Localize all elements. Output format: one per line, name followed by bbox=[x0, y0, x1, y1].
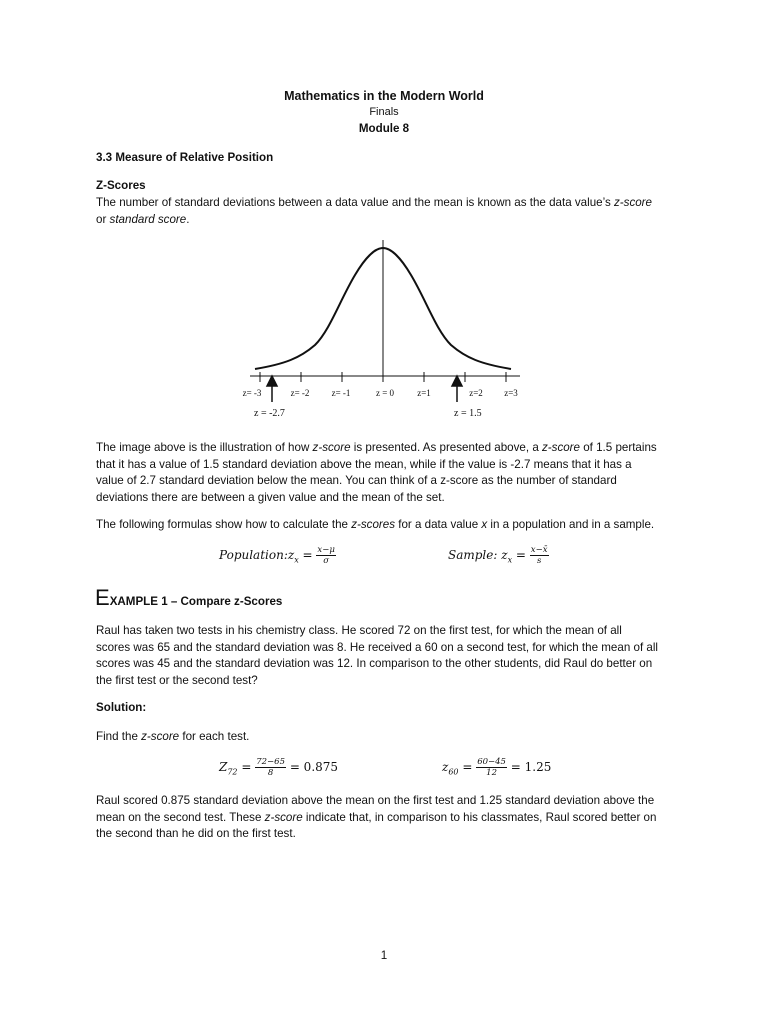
find-zscore-line bbox=[96, 730, 249, 743]
find-text-c: for each test. bbox=[179, 730, 250, 743]
sample-fraction bbox=[530, 545, 549, 566]
conclusion-line-2a: mean on the second test. These bbox=[96, 810, 265, 824]
term-label: Finals bbox=[369, 106, 399, 118]
page-number: 1 bbox=[380, 949, 388, 962]
z72-lhs: Z bbox=[219, 760, 228, 774]
tick-label-neg3: z= -3 bbox=[242, 388, 262, 398]
subheading: Z-Scores bbox=[96, 179, 146, 192]
z72-calculation: $Z_{72}$ = $\frac{72-65}{8}$ = 0.875 bbox=[219, 757, 339, 778]
z72-numerator: 72−65 bbox=[256, 757, 285, 767]
population-sub: x bbox=[294, 555, 299, 565]
intro-text: The number of standard deviations between a data value and the mean is known as the data value’s bbox=[96, 196, 614, 209]
sample-label: Sample: bbox=[448, 548, 498, 562]
explain-line-4: deviations there are between a given value and the mean of the set. bbox=[96, 490, 445, 504]
population-numerator: x−μ bbox=[317, 545, 335, 555]
z60-fraction bbox=[476, 757, 507, 778]
explain-term-2: z-score bbox=[541, 441, 580, 454]
explain-text-a: The image above is the illustration of how bbox=[96, 441, 313, 454]
arrow-left-marker bbox=[267, 376, 277, 402]
explain-text-c: is presented. As presented above, a bbox=[350, 441, 542, 454]
explain-line-2: that it has a value of 1.5 standard deviation above the mean, while if the value is -2.7 means that it has a bbox=[96, 457, 632, 471]
formula-intro-x: x bbox=[481, 518, 488, 531]
formula-intro-c: for a data value bbox=[395, 518, 482, 531]
intro-paragraph bbox=[96, 195, 676, 228]
solution-label: Solution: bbox=[96, 701, 147, 714]
find-term: z-score bbox=[141, 730, 180, 743]
problem-line-3: scores was 45 and the standard deviation was 12. In comparison to the other students, did Raul do better on bbox=[96, 657, 653, 670]
conclusion-line-3: the second than he did on the first test. bbox=[96, 827, 296, 840]
example-heading bbox=[95, 585, 282, 611]
intro-term-standard-score: standard score bbox=[109, 212, 187, 226]
problem-line-4: the first test or the second test? bbox=[96, 673, 258, 687]
formula-intro-a: The following formulas show how to calculate the bbox=[96, 518, 352, 531]
population-denominator: σ bbox=[323, 556, 330, 566]
sample-lhs: z bbox=[501, 548, 508, 562]
example-title-suffix: – Compare z-Scores bbox=[167, 595, 283, 608]
explain-text-e: of 1.5 pertains bbox=[580, 441, 657, 454]
tick-label-1: z=1 bbox=[417, 388, 431, 398]
marker-left-label: z = -2.7 bbox=[254, 408, 285, 419]
conclusion-term: z-score bbox=[264, 810, 303, 824]
conclusion-line-1: Raul scored 0.875 standard deviation above the mean on the first test and 1.25 standard deviation above the bbox=[96, 794, 655, 807]
formula-intro-e: in a population and in a sample. bbox=[487, 518, 655, 531]
tick-label-2: z=2 bbox=[469, 388, 483, 398]
explain-line-3: value of 2.7 standard deviation below the mean. You can think of a z-score as the number of standard bbox=[96, 474, 617, 487]
example-problem bbox=[96, 623, 676, 689]
problem-line-2: scores was 65 and the standard deviation was 8. He received a 60 on a second test, for which the mean of all bbox=[96, 640, 658, 654]
course-title: Mathematics in the Modern World bbox=[284, 89, 484, 103]
z72-result: = 0.875 bbox=[289, 760, 339, 774]
z60-lhs: z bbox=[442, 760, 449, 774]
tick-label-0: z = 0 bbox=[375, 388, 395, 398]
module-label: Module 8 bbox=[358, 122, 410, 135]
formula-intro bbox=[96, 517, 676, 534]
example-big-letter: E bbox=[95, 585, 110, 610]
formula-intro-term: z-scores bbox=[351, 518, 396, 531]
find-text-a: Find the bbox=[96, 730, 142, 743]
explain-paragraph bbox=[96, 440, 676, 506]
z60-result: = 1.25 bbox=[510, 760, 552, 774]
z60-sub: 60 bbox=[448, 767, 459, 777]
sample-denominator: s bbox=[536, 556, 542, 566]
arrow-right-marker bbox=[452, 376, 462, 402]
explain-term-1: z-score bbox=[312, 441, 351, 454]
tick-label-neg2: z= -2 bbox=[290, 388, 310, 398]
population-label: Population: bbox=[219, 548, 288, 562]
intro-end: . bbox=[186, 212, 190, 226]
z60-denominator: 12 bbox=[486, 768, 497, 778]
z60-numerator: 60−45 bbox=[477, 757, 506, 767]
z72-denominator: 8 bbox=[267, 768, 274, 778]
conclusion-paragraph bbox=[96, 793, 676, 843]
population-lhs: z bbox=[287, 548, 295, 562]
normal-curve-figure bbox=[240, 240, 525, 420]
population-formula: $Population:z_x$ = $\frac{x-\mu}{\sigma}$ bbox=[219, 545, 335, 566]
section-heading: 3.3 Measure of Relative Position bbox=[96, 151, 274, 164]
example-title: XAMPLE 1 bbox=[109, 595, 168, 608]
z72-sub: 72 bbox=[227, 767, 238, 777]
sample-formula: Sample: $z_x$ = $\frac{x-x̄}{s}$ bbox=[448, 545, 548, 566]
axis-ticks bbox=[260, 372, 506, 382]
z72-fraction bbox=[255, 757, 286, 778]
tick-label-3: z=3 bbox=[504, 388, 518, 398]
intro-term-zscore: z-score bbox=[613, 196, 652, 209]
tick-label-neg1: z= -1 bbox=[331, 388, 351, 398]
intro-text-2: or bbox=[96, 212, 110, 226]
marker-right-label: z = 1.5 bbox=[454, 408, 482, 419]
conclusion-line-2c: indicate that, in comparison to his classmates, Raul scored better on bbox=[302, 810, 657, 824]
sample-sub: x bbox=[507, 555, 513, 565]
problem-line-1: Raul has taken two tests in his chemistry class. He scored 72 on the first test, for which the mean of all bbox=[96, 624, 622, 637]
sample-numerator: x−x̄ bbox=[530, 545, 548, 555]
z60-calculation: $z_{60}$ = $\frac{60-45}{12}$ = 1.25 bbox=[442, 757, 552, 778]
population-fraction bbox=[316, 545, 335, 566]
